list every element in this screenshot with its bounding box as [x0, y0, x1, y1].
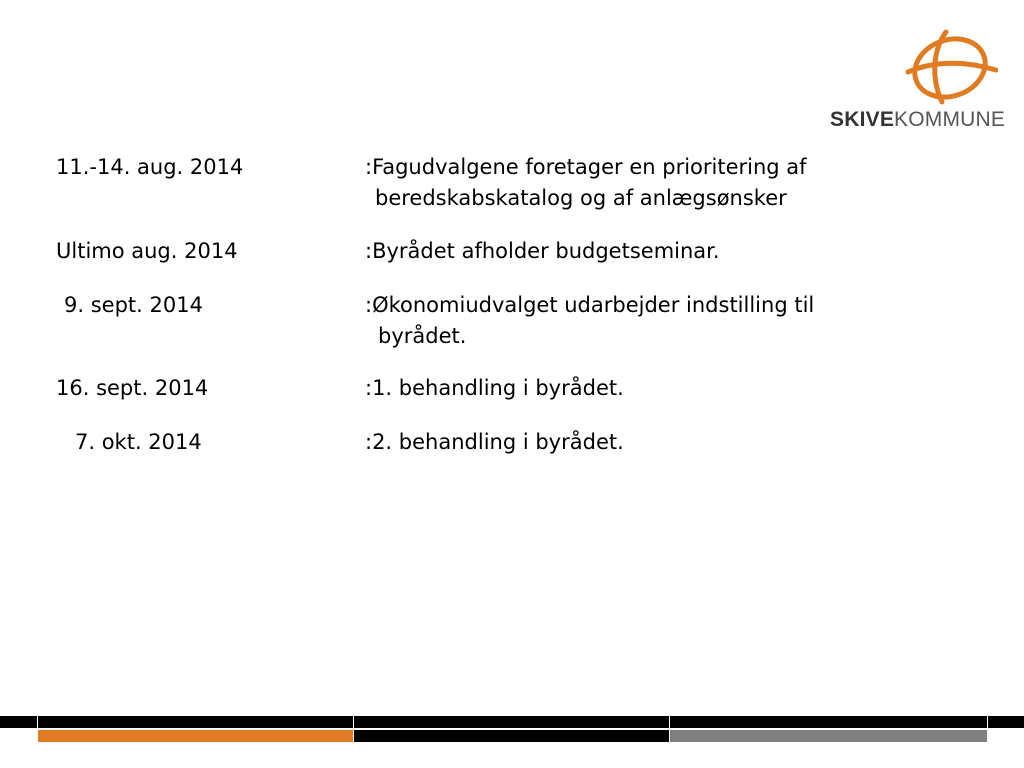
schedule-date: Ultimo aug. 2014 — [56, 239, 238, 263]
schedule-description: :Fagudvalgene foretager en prioritering af — [365, 155, 807, 179]
logo-brand-light: KOMMUNE — [894, 108, 1006, 131]
schedule-date: 11.-14. aug. 2014 — [56, 155, 244, 179]
schedule-date: 7. okt. 2014 — [75, 430, 202, 454]
schedule-description: :Økonomiudvalget udarbejder indstilling til — [365, 293, 815, 317]
logo-brand-bold: SKIVE — [830, 108, 895, 131]
footer-stripes — [0, 714, 1024, 744]
schedule-description: :Byrådet afholder budgetseminar. — [365, 239, 720, 263]
schedule-description: :2. behandling i byrådet. — [365, 430, 624, 454]
footer-orange-bar — [38, 730, 353, 742]
footer-divider — [987, 714, 988, 744]
footer-black-segment — [354, 730, 669, 742]
schedule-description: :1. behandling i byrådet. — [365, 376, 624, 400]
footer-gray-bar — [670, 730, 987, 742]
skive-kommune-logo — [826, 28, 1006, 134]
schedule-description-cont: byrådet. — [378, 324, 467, 348]
schedule-date: 9. sept. 2014 — [64, 293, 203, 317]
schedule-date: 16. sept. 2014 — [56, 376, 209, 400]
logo-wordmark — [830, 108, 1005, 132]
logo-rings-icon — [826, 28, 998, 108]
schedule-description-cont: beredskabskatalog og af anlægsønsker — [375, 186, 787, 210]
footer-black-bar — [0, 716, 1024, 728]
